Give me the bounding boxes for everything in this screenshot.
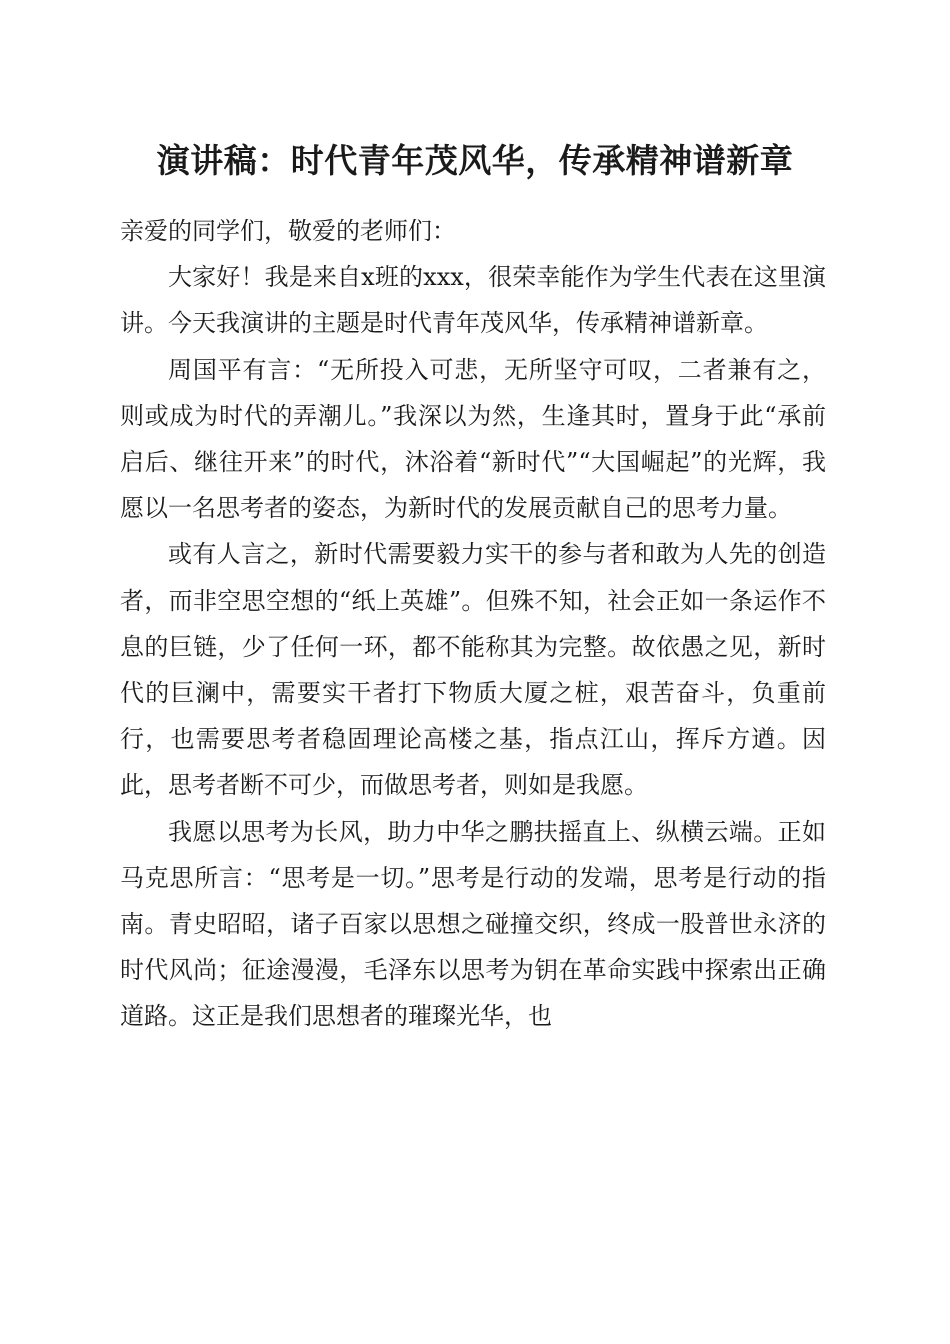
paragraph-thinker-role: 或有人言之，新时代需要毅力实干的参与者和敢为人先的创造者，而非空思空想的“纸上英雄”。但殊不知，社会正如一条运作不息的巨链，少了任何一环，都不能称其为完整。故依愚之见，新时代的巨澜中，需要实干者打下物质大厦之桩，艰苦奋斗，负重前行，也需要思考者稳固理论高楼之基，指点江山，挥斥方遒。因此，思考者断不可少，而做思考者，则如是我愿。	[120, 540, 826, 800]
paragraph-greeting: 大家好！我是来自x班的xxx，很荣幸能作为学生代表在这里演讲。今天我演讲的主题是时代青年茂风华，传承精神谱新章。	[120, 263, 826, 338]
salutation: 亲爱的同学们，敬爱的老师们：	[120, 217, 456, 245]
document-body	[120, 208, 826, 1040]
paragraph-quote-zhou: 周国平有言：“无所投入可悲，无所坚守可叹，二者兼有之，则或成为时代的弄潮儿。”我深以为然，生逢其时，置身于此“承前启后、继往开来”的时代，沐浴着“新时代”“大国崛起”的光辉，我愿以一名思考者的姿态，为新时代的发展贡献自己的思考力量。	[120, 355, 826, 523]
document-title: 演讲稿：时代青年茂风华，传承精神谱新章	[156, 141, 794, 180]
paragraph-thinking-wind: 我愿以思考为长风，助力中华之鹏扶摇直上、纵横云端。正如马克思所言：“思考是一切。”思考是行动的发端，思考是行动的指南。青史昭昭，诸子百家以思想之碰撞交织，终成一股普世永济的时代风尚；征途漫漫，毛泽东以思考为钥在革命实践中探索出正确道路。这正是我们思想者的璀璨光华，也	[120, 817, 826, 1031]
